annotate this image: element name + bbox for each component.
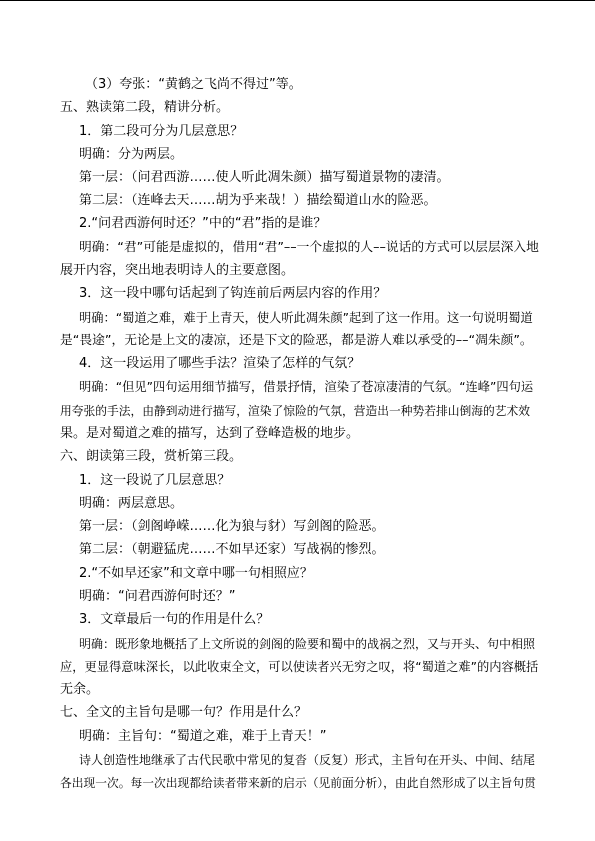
text-line: 第二层：（朝避猛虎……不如早还家）写战祸的惨烈。 bbox=[79, 542, 385, 557]
question-line: 3．这一段中哪句话起到了钩连前后两层内容的作用？ bbox=[79, 286, 387, 301]
text-line: 第一层：（问君西游……使人听此凋朱颜）描写蜀道景物的凄清。 bbox=[79, 170, 450, 185]
section-heading: 五、熟读第二段，精讲分析。 bbox=[60, 100, 230, 115]
text-line: 第一层：（剑阁峥嵘……化为狼与豺）写剑阁的险恶。 bbox=[79, 519, 385, 534]
text-line: 各出现一次。每一次出现都给读者带来新的启示（见前面分析），由此自然形成了以主旨句贯 bbox=[60, 776, 536, 790]
answer-line: 明确：“但见”四句运用细节描写，借景抒情，渲染了苍凉凄清的气氛。“连峰”四句运 bbox=[79, 380, 534, 394]
question-line: 2.“问君西游何时还？”中的“君”指的是谁？ bbox=[79, 216, 327, 231]
answer-line: 明确：分为两层。 bbox=[79, 147, 184, 162]
section-heading: 七、全文的主旨句是哪一句？作用是什么？ bbox=[60, 705, 308, 720]
answer-line: 明确：“蜀道之难，难于上青天，使人听此凋朱颜”起到了这一作用。这一句说明蜀道 bbox=[79, 311, 533, 325]
question-line: 1．这一段说了几层意思？ bbox=[79, 473, 231, 488]
text-line: （3）夸张：“黄鹤之飞尚不得过”等。 bbox=[85, 77, 302, 92]
text-line: 诗人创造性地继承了古代民歌中常见的复沓（反复）形式，主旨句在开头、中间、结尾 bbox=[79, 753, 536, 767]
question-line: 3．文章最后一句的作用是什么？ bbox=[79, 612, 270, 627]
text-line: 第二层：（连峰去天……胡为乎来哉！）描绘蜀道山水的险恶。 bbox=[79, 193, 437, 208]
text-line: 是“畏途”，无论是上文的凄凉，还是下文的险恶，都是游人难以承受的––“凋朱颜”。 bbox=[60, 333, 533, 348]
text-line: 果。是对蜀道之难的描写，达到了登峰造极的地步。 bbox=[60, 426, 360, 441]
answer-line: 明确：“君”可能是虚拟的，借用“君”––一个虚拟的人––说话的方式可以层层深入地 bbox=[79, 240, 539, 255]
question-line: 4．这一段运用了哪些手法？渲染了怎样的气氛？ bbox=[79, 356, 361, 371]
answer-line: 明确：主旨句：“蜀道之难，难于上青天！” bbox=[79, 729, 327, 744]
answer-line: 明确：既形象地概括了上文所说的剑阁的险要和蜀中的战祸之烈，又与开头、句中相照 bbox=[79, 637, 536, 651]
answer-line: 明确：两层意思。 bbox=[79, 496, 184, 511]
section-heading: 六、朗读第三段，赏析第三段。 bbox=[60, 449, 243, 464]
question-line: 1．第二段可分为几层意思？ bbox=[79, 124, 244, 139]
text-line: 用夸张的手法，由静到动进行描写，渲染了惊险的气氛，营造出一种势若排山倒海的艺术效 bbox=[60, 404, 530, 418]
text-line: 展开内容，突出地表明诗人的主要意图。 bbox=[60, 263, 295, 278]
text-line: 应，更显得意味深长，以此收束全文，可以使读者兴无穷之叹，将“蜀道之难”的内容概括 bbox=[60, 660, 539, 674]
question-line: 2.“不如早还家”和文章中哪一句相照应？ bbox=[79, 566, 313, 581]
answer-line: 明确：“问君西游何时还？” bbox=[79, 589, 236, 604]
text-line: 无余。 bbox=[60, 682, 100, 697]
